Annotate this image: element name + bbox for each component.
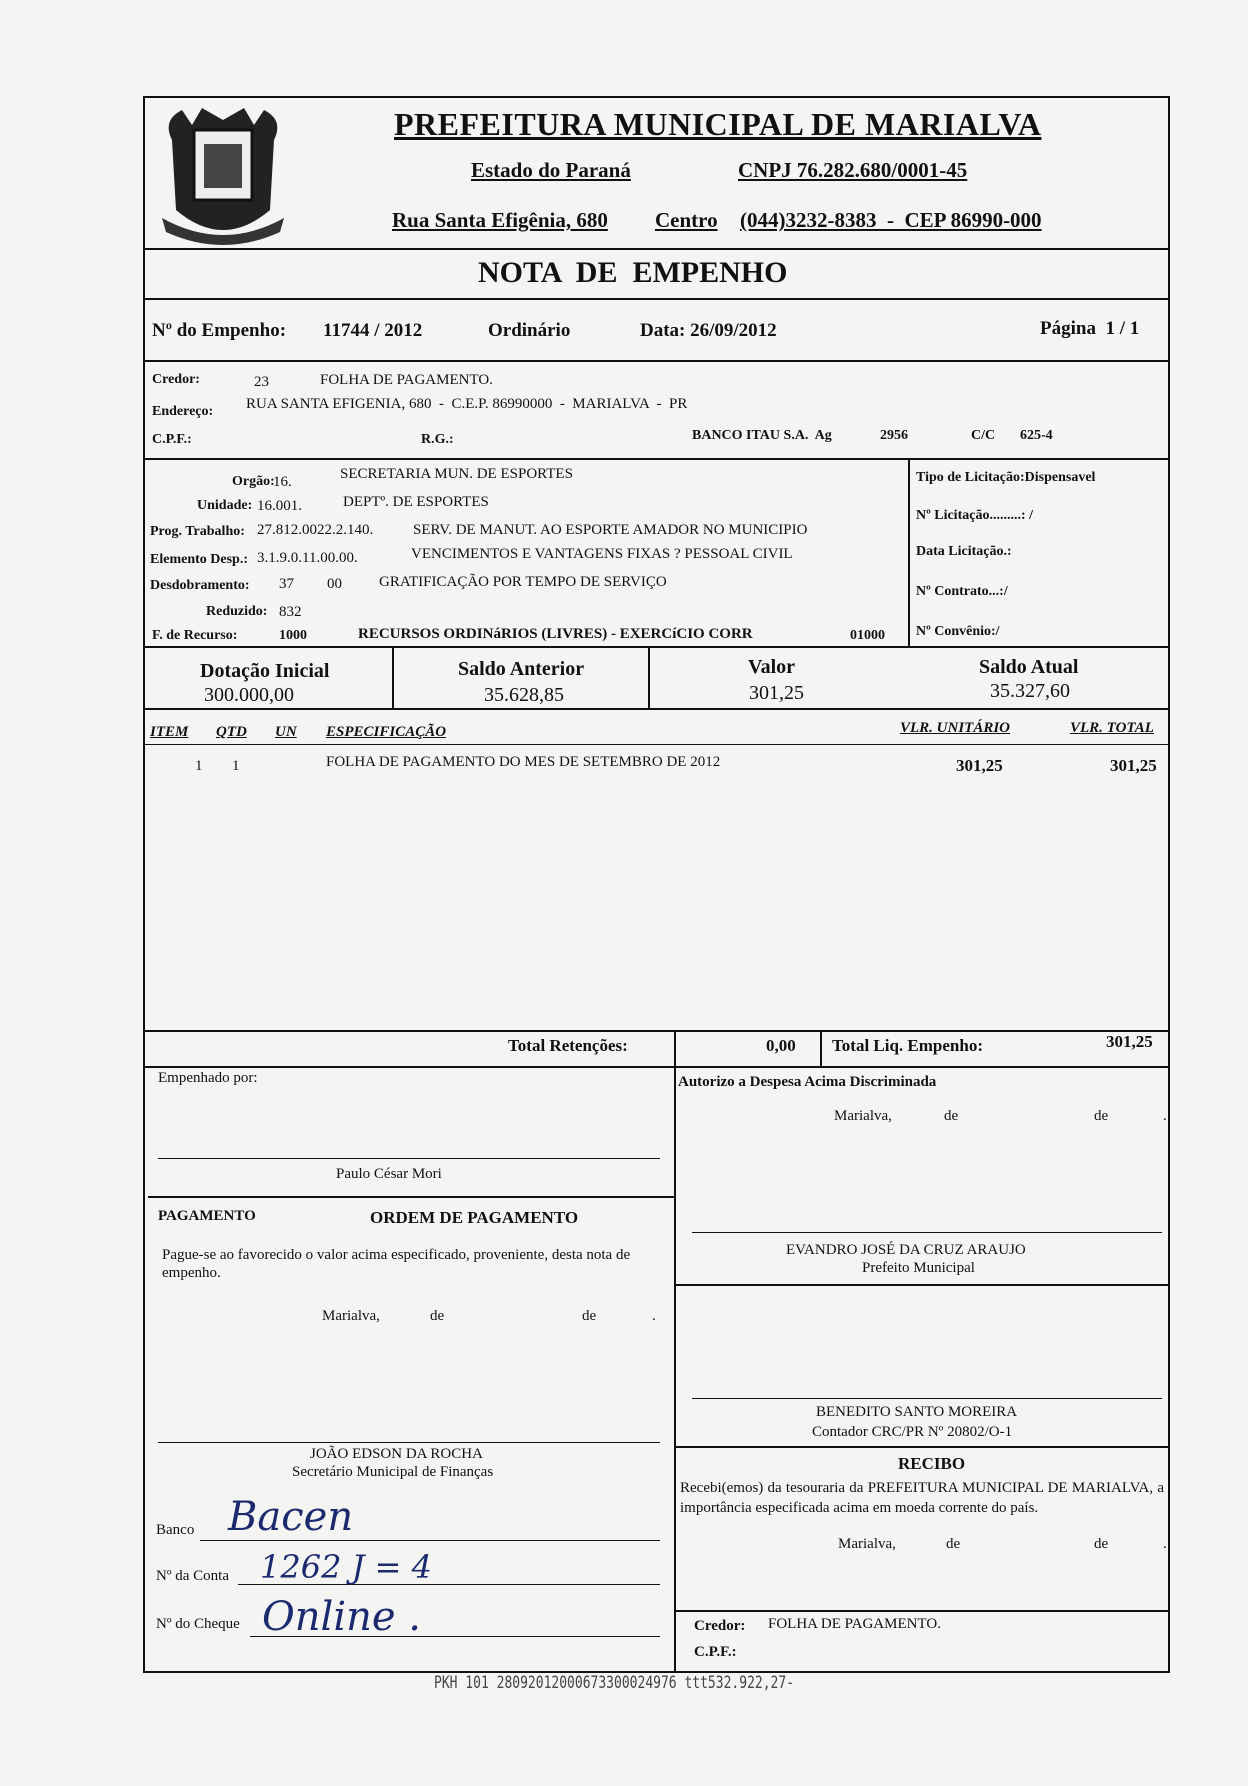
prog-value: SERV. DE MANUT. AO ESPORTE AMADOR NO MUNICIPIO (413, 522, 808, 538)
valor-value: 301,25 (749, 682, 804, 704)
ordem-pagamento-label: ORDEM DE PAGAMENTO (370, 1208, 579, 1227)
page-number: Página 1 / 1 (1040, 318, 1140, 339)
municipal-coat-of-arms-icon (152, 100, 294, 252)
pagamento-de-1: de (430, 1308, 445, 1324)
recibo-label: RECIBO (898, 1454, 966, 1473)
empenho-number: 11744 / 2012 (323, 320, 423, 341)
header-cnpj: CNPJ 76.282.680/0001-45 (738, 158, 968, 182)
prog-code: 27.812.0022.2.140. (257, 522, 374, 538)
pague-text: Pague-se ao favorecido o valor acima especificado, proveniente, desta nota de empenho. (162, 1247, 631, 1281)
unidade-code: 16.001. (257, 498, 302, 514)
reduzido-value: 832 (279, 604, 302, 620)
contador-role: Contador CRC/PR Nº 20802/O-1 (812, 1424, 1013, 1440)
empenho-date: Data: 26/09/2012 (640, 320, 777, 341)
recibo-credor-name: FOLHA DE PAGAMENTO. (768, 1616, 941, 1632)
col-item: ITEM (150, 724, 189, 740)
header-title: PREFEITURA MUNICIPAL DE MARIALVA (394, 106, 1042, 142)
licitacao-convenio: Nº Convênio:/ (916, 624, 1000, 639)
recibo-text: Recebi(emos) da tesouraria da PREFEITURA MUNICIPAL DE MARIALVA, a importância especificada acima em moeda corrente do país. (680, 1480, 1164, 1516)
desdob-label: Desdobramento: (150, 578, 250, 593)
credor-label: Credor: (152, 372, 200, 387)
col-total: VLR. TOTAL (1070, 720, 1154, 736)
recurso-value: RECURSOS ORDINáRIOS (LIVRES) - EXERCíCIO CORR (358, 626, 753, 642)
autorizo-de-2: de (1094, 1108, 1109, 1124)
desdob-sub: 00 (327, 576, 342, 592)
row-total: 301,25 (1110, 756, 1157, 775)
empenhado-label: Empenhado por: (158, 1070, 258, 1086)
saldo-anterior-label: Saldo Anterior (458, 658, 585, 680)
pagamento-city: Marialva, (322, 1308, 380, 1324)
col-espec: ESPECIFICAÇÃO (326, 724, 447, 740)
col-un: UN (275, 724, 297, 740)
elemento-label: Elemento Desp.: (150, 552, 248, 567)
empenho-label: Nº do Empenho: (152, 320, 287, 341)
header-address: Rua Santa Efigênia, 680 (392, 208, 608, 232)
pagamento-de-2: de (582, 1308, 597, 1324)
pagamento-period: . (652, 1308, 656, 1324)
orgao-code: 16. (273, 474, 292, 490)
saldo-anterior-value: 35.628,85 (484, 684, 564, 706)
credor-code: 23 (254, 374, 269, 390)
prefeito-name: EVANDRO JOSÉ DA CRUZ ARAUJO (786, 1242, 1026, 1258)
pagamento-label: PAGAMENTO (158, 1208, 256, 1224)
footer-stamp: PKH 101 28092012000673300024976 ttt532.922,27- (434, 1673, 795, 1694)
saldo-atual-value: 35.327,60 (990, 680, 1070, 702)
total-retencoes-label: Total Retenções: (508, 1036, 628, 1055)
recurso-label: F. de Recurso: (152, 628, 238, 643)
prefeito-role: Prefeito Municipal (862, 1260, 975, 1276)
conta-handwriting: 1262 J = 4 (260, 1548, 432, 1586)
autorizo-period: . (1163, 1108, 1167, 1124)
elemento-value: VENCIMENTOS E VANTAGENS FIXAS ? PESSOAL CIVIL (411, 546, 793, 562)
licitacao-contrato: Nº Contrato...:/ (916, 584, 1008, 599)
cc-value: 625-4 (1020, 428, 1053, 443)
autorizo-city: Marialva, (834, 1108, 892, 1124)
orgao-label: Orgão: (232, 474, 275, 489)
empenhado-name: Paulo César Mori (336, 1166, 442, 1182)
recurso-code: 1000 (279, 628, 307, 643)
saldo-atual-label: Saldo Atual (979, 656, 1079, 678)
licitacao-tipo: Tipo de Licitação:Dispensavel (916, 470, 1096, 485)
prog-label: Prog. Trabalho: (150, 524, 245, 539)
conta-label: Nº da Conta (156, 1568, 229, 1584)
recibo-credor-label: Credor: (694, 1618, 746, 1634)
row-item: 1 (195, 758, 203, 774)
dotacao-inicial-label: Dotação Inicial (200, 660, 330, 682)
endereco-label: Endereço: (152, 404, 214, 419)
header-district: Centro (655, 208, 718, 232)
col-qtd: QTD (216, 724, 247, 740)
recurso-number: 01000 (850, 628, 885, 643)
recibo-de-2: de (1094, 1536, 1109, 1552)
rg-label: R.G.: (421, 432, 454, 447)
autorizo-text: Autorizo a Despesa Acima Discriminada (678, 1074, 937, 1090)
cheque-handwriting: Online . (262, 1594, 422, 1640)
autorizo-de-1: de (944, 1108, 959, 1124)
desdob-value: GRATIFICAÇÃO POR TEMPO DE SERVIÇO (379, 574, 667, 590)
recibo-city: Marialva, (838, 1536, 896, 1552)
valor-label: Valor (748, 656, 796, 678)
document-title: NOTA DE EMPENHO (478, 256, 788, 289)
total-liq-value: 301,25 (1106, 1032, 1153, 1051)
recibo-cpf-label: C.P.F.: (694, 1644, 737, 1660)
bank-name: BANCO ITAU S.A. Ag (692, 428, 832, 443)
cc-label: C/C (971, 428, 996, 443)
credor-name: FOLHA DE PAGAMENTO. (320, 372, 493, 388)
bank-agency: 2956 (880, 428, 908, 443)
total-liq-label: Total Liq. Empenho: (832, 1036, 983, 1055)
unidade-label: Unidade: (197, 498, 253, 513)
secretario-role: Secretário Municipal de Finanças (292, 1464, 494, 1480)
empenho-type: Ordinário (488, 320, 571, 341)
reduzido-label: Reduzido: (206, 604, 268, 619)
row-qtd: 1 (232, 758, 240, 774)
row-unit: 301,25 (956, 756, 1003, 775)
banco-handwriting: Bacen (228, 1494, 354, 1540)
cpf-label: C.P.F.: (152, 432, 192, 447)
unidade-value: DEPTº. DE ESPORTES (343, 494, 489, 510)
total-retencoes-value: 0,00 (766, 1036, 796, 1055)
licitacao-numero: Nº Licitação.........: / (916, 508, 1033, 523)
recibo-period: . (1163, 1536, 1167, 1552)
elemento-code: 3.1.9.0.11.00.00. (257, 550, 358, 566)
cheque-label: Nº do Cheque (156, 1616, 240, 1632)
contador-name: BENEDITO SANTO MOREIRA (816, 1404, 1018, 1420)
endereco-value: RUA SANTA EFIGENIA, 680 - C.E.P. 86990000 - MARIALVA - PR (246, 396, 688, 412)
licitacao-data: Data Licitação.: (916, 544, 1012, 559)
header-phone-cep: (044)3232-8383 - CEP 86990-000 (740, 208, 1042, 232)
desdob-code: 37 (279, 576, 294, 592)
secretario-name: JOÃO EDSON DA ROCHA (310, 1446, 483, 1462)
recibo-de-1: de (946, 1536, 961, 1552)
row-espec: FOLHA DE PAGAMENTO DO MES DE SETEMBRO DE 2012 (326, 754, 721, 770)
banco-label: Banco (156, 1522, 195, 1538)
orgao-value: SECRETARIA MUN. DE ESPORTES (340, 466, 573, 482)
col-unit: VLR. UNITÁRIO (900, 720, 1011, 736)
dotacao-inicial-value: 300.000,00 (204, 684, 294, 706)
header-state: Estado do Paraná (471, 158, 631, 182)
